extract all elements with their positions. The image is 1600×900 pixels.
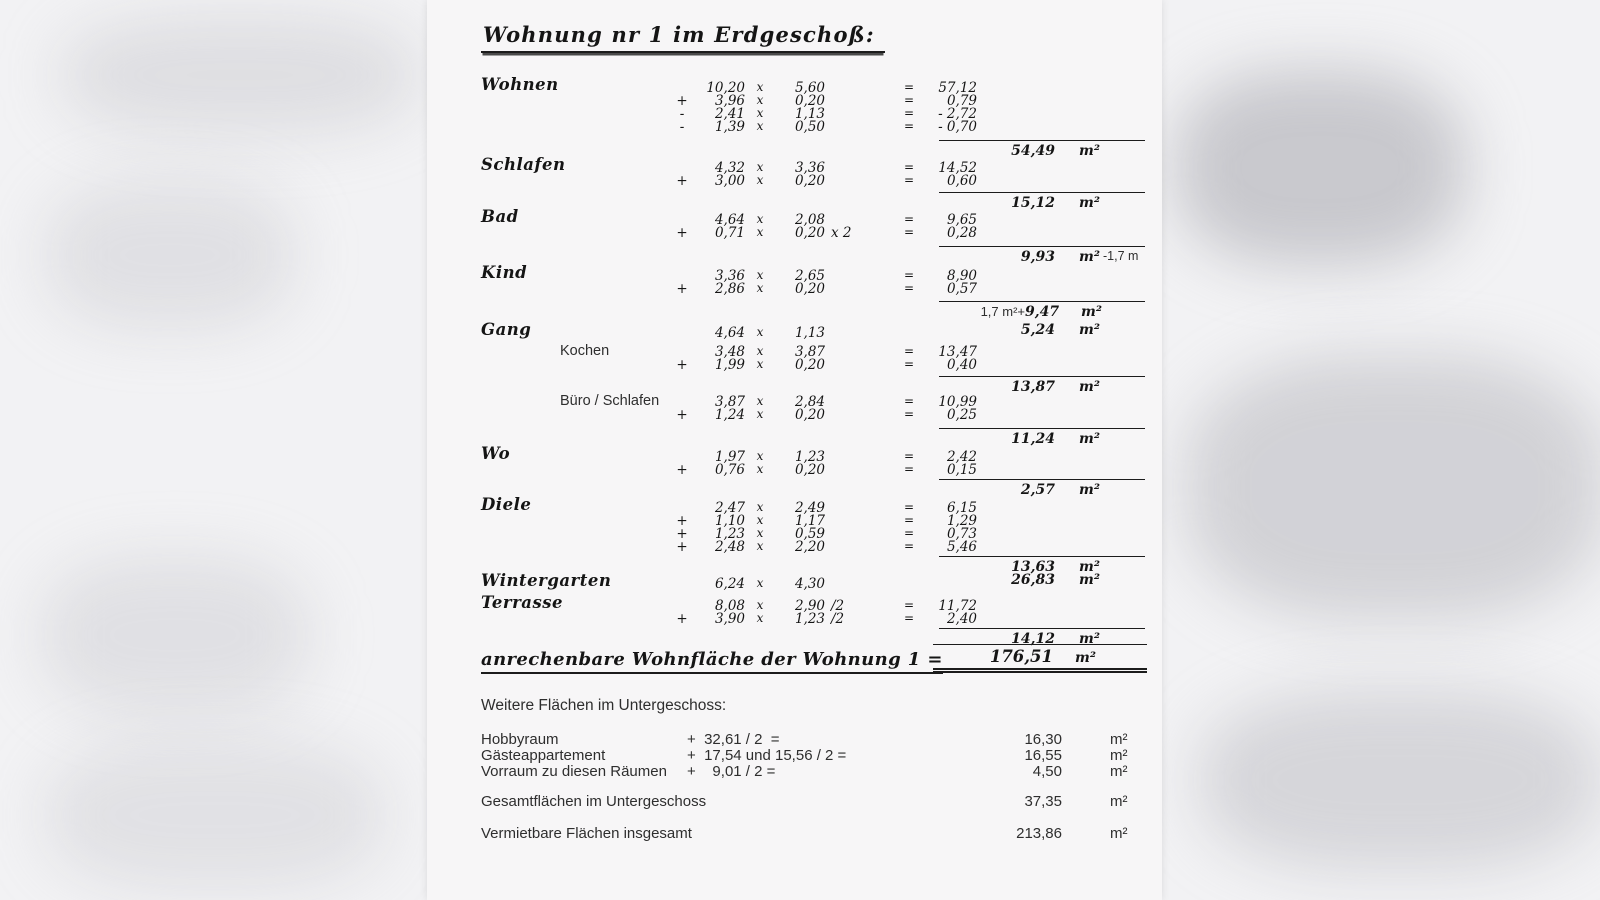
calc-row [427, 500, 1162, 514]
measure-a: 1,10 [714, 513, 745, 529]
basement-subtotal-label: Gesamtflächen im Untergeschoss [481, 793, 707, 810]
equals-sign: = [904, 106, 915, 120]
measure-a: 0,71 [714, 225, 745, 241]
multiply-sign: x [756, 598, 764, 612]
measure-b: 2,90 [794, 598, 825, 614]
measure-a: 3,96 [714, 93, 745, 109]
plus-minus-sign: + [676, 611, 688, 627]
calc-row [427, 344, 1162, 358]
measure-a: 2,86 [714, 281, 745, 297]
calc-row [427, 225, 1162, 239]
room-label: Diele [481, 495, 532, 514]
equals-sign: = [904, 93, 915, 107]
measure-b: 2,08 [794, 212, 825, 228]
unit-label: m² [1079, 482, 1100, 498]
unit-label: m² [1110, 825, 1128, 842]
unit-label: m² [1079, 631, 1100, 647]
section-total [939, 192, 1145, 211]
unit-label: m² [1079, 559, 1100, 575]
measure-b: 0,20 [794, 225, 825, 241]
section-diele [427, 495, 1162, 558]
row-result: 0,57 [946, 281, 977, 297]
equals-sign: = [904, 449, 915, 463]
calc-row [427, 394, 1162, 408]
basement-room-label: Hobbyraum [481, 731, 559, 748]
row-result: 1,29 [946, 513, 977, 529]
multiply-sign: x [756, 526, 764, 540]
carried-over-area: 1,7 m²+ [980, 304, 1025, 319]
section-total-value: 15,12 [1011, 195, 1055, 211]
equals-sign: = [904, 611, 915, 625]
basement-value: 4,50 [1032, 763, 1062, 780]
plus-minus-sign: + [676, 513, 688, 529]
unit-label: m² [1079, 195, 1100, 211]
row-result: 0,25 [946, 407, 977, 423]
measure-b: 0,20 [794, 281, 825, 297]
row-result: 0,28 [946, 225, 977, 241]
measure-a: 1,23 [714, 526, 745, 542]
basement-room-label: Gästeappartement [481, 747, 606, 764]
section-total-value: 54,49 [1011, 143, 1055, 159]
multiply-sign: x [756, 344, 764, 358]
measure-b: 0,20 [794, 462, 825, 478]
calc-row [427, 160, 1162, 174]
equals-sign: = [904, 225, 915, 239]
basement-formula: + 9,01 / 2 = [687, 763, 776, 780]
row-result: 0,15 [946, 462, 977, 478]
row-result: 5,46 [946, 539, 977, 555]
measure-a: 4,32 [714, 160, 745, 176]
row-suffix: /2 [831, 611, 845, 627]
measure-b: 0,20 [794, 407, 825, 423]
equals-sign: = [904, 173, 915, 187]
background-blur-left-3 [40, 555, 310, 715]
room-label: Terrasse [481, 593, 564, 612]
room-label: Schlafen [481, 155, 566, 174]
section-total [939, 376, 1145, 395]
calc-row [427, 212, 1162, 226]
measure-a: 4,64 [714, 212, 745, 228]
section-total-value: 9,47 [1025, 304, 1060, 320]
unit-label: m² [1079, 322, 1100, 338]
room-label: Kochen [560, 343, 610, 359]
section-total-value: 9,93 [1020, 249, 1055, 265]
multiply-sign: x [756, 119, 764, 133]
plus-minus-sign: + [676, 93, 688, 109]
equals-sign: = [904, 357, 915, 371]
section-total [939, 140, 1145, 159]
measure-a: 2,47 [714, 500, 745, 516]
row-result: 0,79 [946, 93, 977, 109]
measure-b: 0,50 [794, 119, 825, 135]
basement-total-row [427, 825, 1162, 841]
unit-label: m² [1079, 431, 1100, 447]
measure-a: 1,99 [714, 357, 745, 373]
row-result: 0,60 [946, 173, 977, 189]
basement-subtotal-row [427, 793, 1162, 809]
measure-b: 1,17 [794, 513, 825, 529]
multiply-sign: x [756, 407, 764, 421]
equals-sign: = [904, 394, 915, 408]
multiply-sign: x [756, 225, 764, 239]
unit-label: m² [1110, 763, 1128, 780]
equals-sign: = [904, 119, 915, 133]
plus-minus-sign: + [676, 225, 688, 241]
measure-a: 3,90 [714, 611, 745, 627]
multiply-sign: x [756, 462, 764, 476]
row-result: 8,90 [946, 268, 977, 284]
section-total-value: 13,87 [1011, 379, 1055, 395]
row-suffix: x 2 [831, 225, 852, 241]
measure-a: 3,87 [714, 394, 745, 410]
measure-b: 2,65 [794, 268, 825, 284]
row-result: 9,65 [946, 212, 977, 228]
basement-row [427, 747, 1162, 763]
calc-row [427, 539, 1162, 553]
room-label: Bad [481, 207, 519, 226]
measure-b: 1,13 [794, 106, 825, 122]
calc-row [427, 526, 1162, 540]
calc-row [427, 611, 1162, 625]
section-total [939, 479, 1145, 498]
row-suffix: /2 [831, 598, 845, 614]
measure-a: 3,36 [714, 268, 745, 284]
basement-formula: + 17,54 und 15,56 / 2 = [687, 747, 847, 764]
basement-formula: + 32,61 / 2 = [687, 731, 780, 748]
calc-row [427, 106, 1162, 120]
basement-subtotal-value: 37,35 [1024, 793, 1062, 810]
calc-row [427, 598, 1162, 612]
basement-row [427, 731, 1162, 747]
measure-b: 0,20 [794, 173, 825, 189]
equals-sign: = [904, 281, 915, 295]
background-blur-left-4 [45, 740, 385, 890]
multiply-sign: x [756, 325, 764, 339]
deduction-note: -1,7 m [1103, 249, 1139, 263]
basement-heading: Weitere Flächen im Untergeschoss: [481, 697, 727, 714]
multiply-sign: x [756, 106, 764, 120]
measure-b: 2,84 [794, 394, 825, 410]
calc-row [427, 80, 1162, 94]
measure-b: 4,30 [794, 576, 825, 592]
equals-sign: = [904, 539, 915, 553]
calc-row [427, 357, 1162, 371]
measure-a: 3,48 [714, 344, 745, 360]
room-label: Gang [481, 320, 532, 339]
measure-a: 3,00 [714, 173, 745, 189]
room-label: Büro / Schlafen [560, 393, 660, 409]
measure-a: 6,24 [714, 576, 745, 592]
equals-sign: = [904, 500, 915, 514]
equals-sign: = [904, 407, 915, 421]
section-wohnen [427, 75, 1162, 138]
basement-total-value: 213,86 [1016, 825, 1062, 842]
measure-a: 1,39 [714, 119, 745, 135]
plus-minus-sign: + [676, 462, 688, 478]
row-result: 14,52 [938, 160, 977, 176]
basement-value: 16,55 [1024, 747, 1062, 764]
calc-row [427, 449, 1162, 463]
measure-b: 0,20 [794, 357, 825, 373]
measure-a: 4,64 [714, 325, 745, 341]
multiply-sign: x [756, 268, 764, 282]
room-label: Kind [481, 263, 528, 282]
grand-total [933, 644, 1147, 673]
calc-row [427, 407, 1162, 421]
row-result: - 2,72 [938, 106, 977, 122]
plus-minus-sign: - [679, 106, 685, 122]
row-result: 2,42 [946, 449, 977, 465]
basement-room-label: Vorraum zu diesen Räumen [481, 763, 667, 780]
measure-b: 5,60 [794, 80, 825, 96]
unit-label: m² [1110, 747, 1128, 764]
measure-a: 2,48 [714, 539, 745, 555]
unit-label: m² [1075, 650, 1096, 666]
calc-row [427, 281, 1162, 295]
background-blur-right-3 [1200, 690, 1600, 870]
section-total [939, 428, 1145, 447]
unit-label: m² [1110, 793, 1128, 810]
calc-row [427, 119, 1162, 133]
row-result: 11,72 [938, 598, 977, 614]
equals-sign: = [904, 344, 915, 358]
measure-b: 1,13 [794, 325, 825, 341]
unit-label: m² [1079, 379, 1100, 395]
plus-minus-sign: - [679, 119, 685, 135]
measure-a: 10,20 [706, 80, 745, 96]
unit-label: m² [1079, 249, 1100, 265]
section-total [939, 572, 1145, 588]
unit-label: m² [1110, 731, 1128, 748]
document-title: Wohnung nr 1 im Erdgeschoß: [481, 22, 885, 53]
multiply-sign: x [756, 539, 764, 553]
section-total [939, 301, 1145, 320]
row-result: 6,15 [946, 500, 977, 516]
calc-row [427, 93, 1162, 107]
room-label: Wo [481, 444, 511, 463]
unit-label: m² [1079, 572, 1100, 588]
row-result: 10,99 [938, 394, 977, 410]
plus-minus-sign: + [676, 281, 688, 297]
section-total-value: 5,24 [1020, 322, 1055, 338]
measure-b: 2,20 [794, 539, 825, 555]
background-blur-left-1 [60, 15, 420, 135]
room-label: Wohnen [481, 75, 559, 94]
measure-a: 2,41 [714, 106, 745, 122]
multiply-sign: x [756, 212, 764, 226]
row-result: - 0,70 [938, 119, 977, 135]
section-total-value: 26,83 [1011, 572, 1055, 588]
multiply-sign: x [756, 93, 764, 107]
multiply-sign: x [756, 394, 764, 408]
equals-sign: = [904, 80, 915, 94]
room-label: Wintergarten [481, 571, 612, 590]
plus-minus-sign: + [676, 357, 688, 373]
multiply-sign: x [756, 513, 764, 527]
row-result: 2,40 [946, 611, 977, 627]
equals-sign: = [904, 212, 915, 226]
basement-value: 16,30 [1024, 731, 1062, 748]
measure-b: 1,23 [794, 611, 825, 627]
background-blur-right-2 [1185, 355, 1600, 620]
plus-minus-sign: + [676, 539, 688, 555]
measure-a: 1,97 [714, 449, 745, 465]
row-result: 0,40 [946, 357, 977, 373]
section-total-value: 14,12 [1011, 631, 1055, 647]
multiply-sign: x [756, 173, 764, 187]
basement-row [427, 763, 1162, 779]
measure-a: 1,24 [714, 407, 745, 423]
background-blur-left-2 [45, 180, 295, 330]
row-result: 0,73 [946, 526, 977, 542]
multiply-sign: x [756, 611, 764, 625]
multiply-sign: x [756, 160, 764, 174]
calc-row [427, 513, 1162, 527]
measure-a: 8,08 [714, 598, 745, 614]
measure-b: 3,87 [794, 344, 825, 360]
measure-b: 0,59 [794, 526, 825, 542]
equals-sign: = [904, 598, 915, 612]
grand-total-label: anrechenbare Wohnfläche der Wohnung 1 = [481, 649, 943, 674]
equals-sign: = [904, 462, 915, 476]
measure-b: 0,20 [794, 93, 825, 109]
calc-row [427, 173, 1162, 187]
measure-b: 1,23 [794, 449, 825, 465]
section-total-value: 2,57 [1020, 482, 1055, 498]
multiply-sign: x [756, 80, 764, 94]
multiply-sign: x [756, 576, 764, 590]
grand-total-value: 176,51 [989, 647, 1053, 666]
section-total [939, 322, 1145, 338]
equals-sign: = [904, 513, 915, 527]
section-total-value: 13,63 [1011, 559, 1055, 575]
equals-sign: = [904, 526, 915, 540]
calc-row [427, 462, 1162, 476]
measure-b: 2,49 [794, 500, 825, 516]
plus-minus-sign: + [676, 407, 688, 423]
measure-b: 3,36 [794, 160, 825, 176]
document-page [427, 0, 1162, 900]
plus-minus-sign: + [676, 526, 688, 542]
background-blur-right-1 [1175, 70, 1465, 265]
multiply-sign: x [756, 449, 764, 463]
section-total-value: 11,24 [1011, 431, 1055, 447]
multiply-sign: x [756, 500, 764, 514]
basement-total-label: Vermietbare Flächen insgesamt [481, 825, 692, 842]
unit-label: m² [1079, 143, 1100, 159]
equals-sign: = [904, 160, 915, 174]
multiply-sign: x [756, 357, 764, 371]
equals-sign: = [904, 268, 915, 282]
row-result: 57,12 [938, 80, 977, 96]
calc-row [427, 268, 1162, 282]
measure-a: 0,76 [714, 462, 745, 478]
plus-minus-sign: + [676, 173, 688, 189]
multiply-sign: x [756, 281, 764, 295]
row-result: 13,47 [938, 344, 977, 360]
unit-label: m² [1081, 304, 1102, 320]
